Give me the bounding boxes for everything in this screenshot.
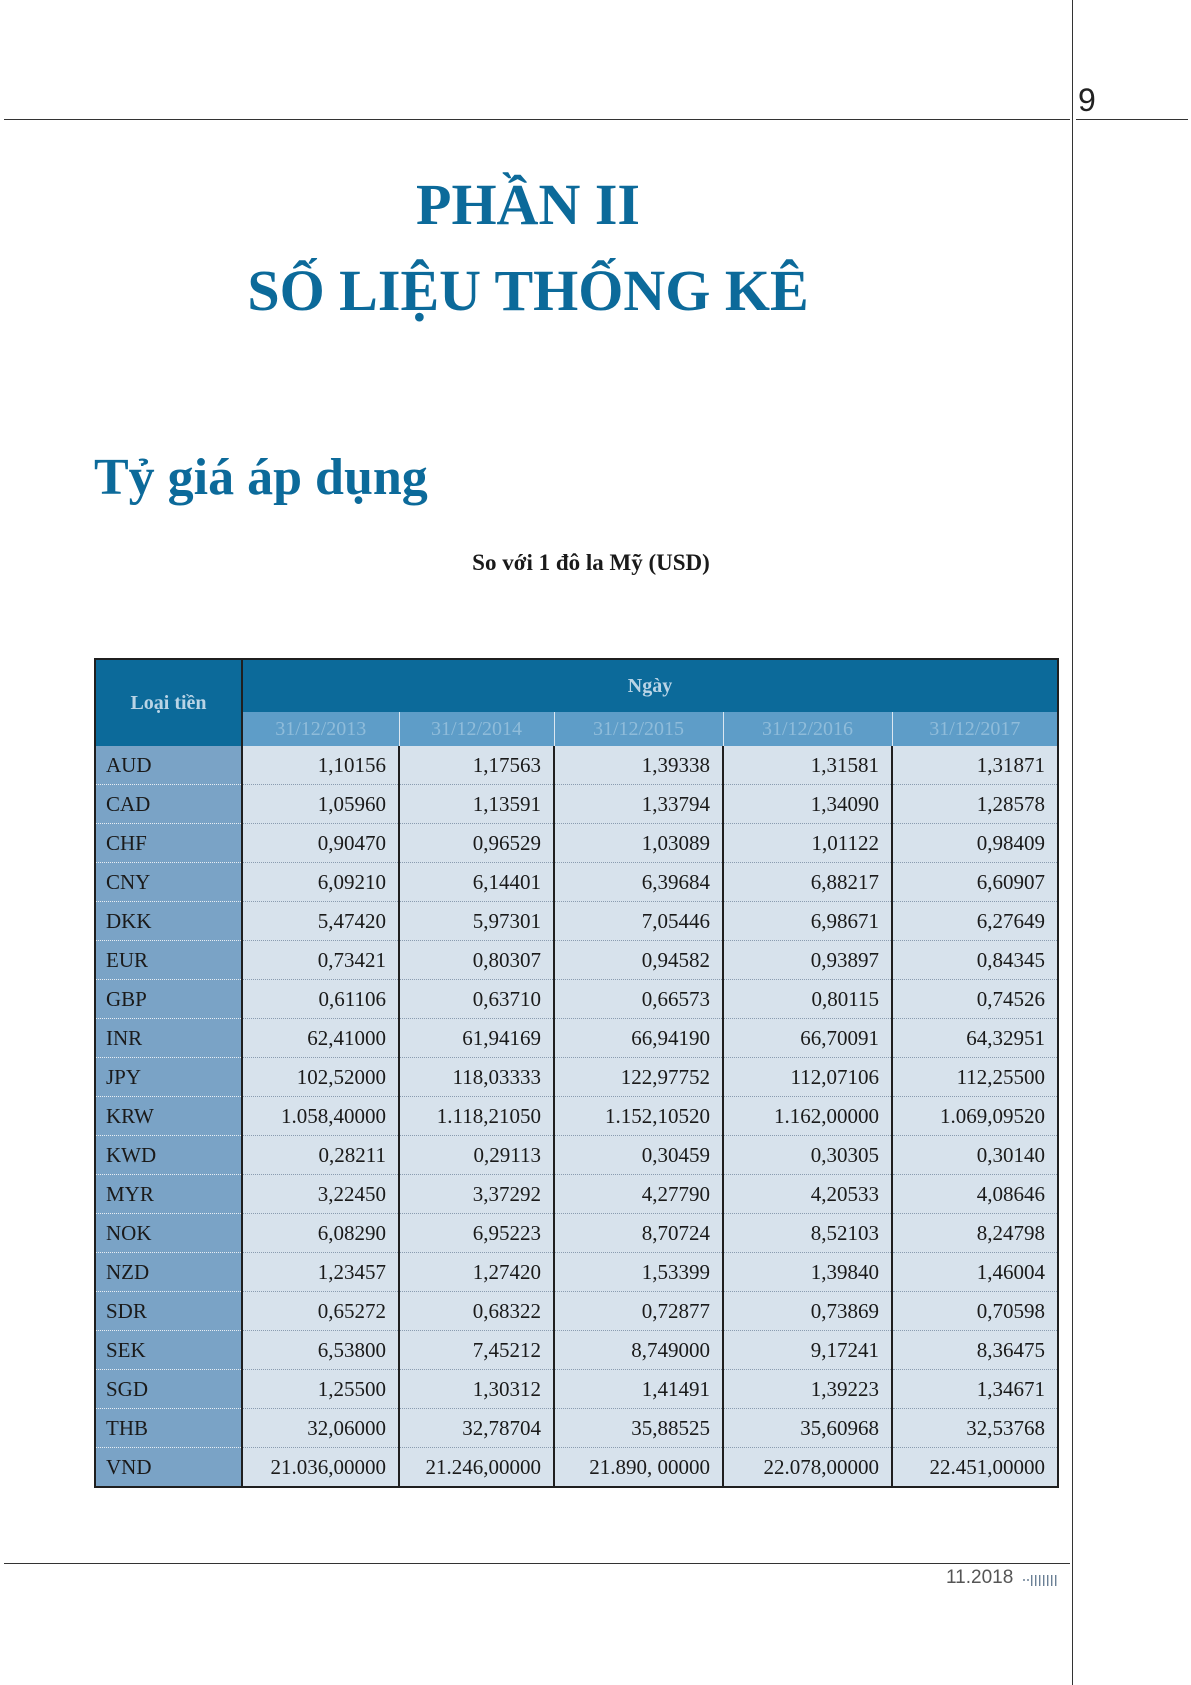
rate-value: 1,31871 — [892, 746, 1058, 785]
rate-value: 6,39684 — [554, 863, 723, 902]
table-row — [95, 1253, 1058, 1292]
footer-rule — [4, 1563, 1070, 1564]
rate-value: 21.036,00000 — [242, 1448, 399, 1488]
rate-value: 0,94582 — [554, 941, 723, 980]
currency-code: CNY — [95, 863, 242, 902]
rate-value: 1,41491 — [554, 1370, 723, 1409]
rate-value: 3,37292 — [399, 1175, 554, 1214]
rate-value: 8,52103 — [723, 1214, 892, 1253]
rate-value: 5,47420 — [242, 902, 399, 941]
rate-value: 1,28578 — [892, 785, 1058, 824]
rate-value: 4,27790 — [554, 1175, 723, 1214]
table-row — [95, 1214, 1058, 1253]
rate-value: 32,78704 — [399, 1409, 554, 1448]
rate-value: 66,70091 — [723, 1019, 892, 1058]
currency-code: GBP — [95, 980, 242, 1019]
header-row-group — [95, 659, 1058, 712]
section-title: Tỷ giá áp dụng — [94, 449, 428, 506]
rate-value: 21.246,00000 — [399, 1448, 554, 1488]
currency-code: CHF — [95, 824, 242, 863]
rate-value: 8,24798 — [892, 1214, 1058, 1253]
currency-code: SDR — [95, 1292, 242, 1331]
table-row — [95, 1058, 1058, 1097]
rate-value: 66,94190 — [554, 1019, 723, 1058]
currency-column-header: Loại tiền — [95, 659, 242, 746]
rate-value: 1.058,40000 — [242, 1097, 399, 1136]
header-rule — [4, 119, 1070, 120]
rate-value: 6,09210 — [242, 863, 399, 902]
currency-code: MYR — [95, 1175, 242, 1214]
rate-value: 22.078,00000 — [723, 1448, 892, 1488]
rate-value: 0,65272 — [242, 1292, 399, 1331]
rate-value: 1.118,21050 — [399, 1097, 554, 1136]
rate-value: 1.069,09520 — [892, 1097, 1058, 1136]
rate-value: 0,98409 — [892, 824, 1058, 863]
rate-value: 9,17241 — [723, 1331, 892, 1370]
rate-value: 1,27420 — [399, 1253, 554, 1292]
rate-value: 0,84345 — [892, 941, 1058, 980]
table-row — [95, 1292, 1058, 1331]
rate-value: 1.152,10520 — [554, 1097, 723, 1136]
rate-value: 1,34671 — [892, 1370, 1058, 1409]
rate-value: 8,749000 — [554, 1331, 723, 1370]
rate-value: 22.451,00000 — [892, 1448, 1058, 1488]
rate-value: 0,90470 — [242, 824, 399, 863]
table-row — [95, 824, 1058, 863]
rate-value: 64,32951 — [892, 1019, 1058, 1058]
table-row — [95, 1175, 1058, 1214]
rate-value: 102,52000 — [242, 1058, 399, 1097]
currency-code: THB — [95, 1409, 242, 1448]
table-row — [95, 1370, 1058, 1409]
rate-value: 1,05960 — [242, 785, 399, 824]
rate-value: 0,96529 — [399, 824, 554, 863]
part-subtitle: SỐ LIỆU THỐNG KÊ — [247, 258, 809, 323]
rate-value: 6,95223 — [399, 1214, 554, 1253]
date-column-header: 31/12/2016 — [723, 712, 892, 746]
table-row — [95, 1409, 1058, 1448]
rate-value: 3,22450 — [242, 1175, 399, 1214]
currency-code: KWD — [95, 1136, 242, 1175]
rate-value: 8,36475 — [892, 1331, 1058, 1370]
rate-value: 7,45212 — [399, 1331, 554, 1370]
rate-value: 32,06000 — [242, 1409, 399, 1448]
rate-value: 6,98671 — [723, 902, 892, 941]
rate-value: 32,53768 — [892, 1409, 1058, 1448]
rate-value: 1,30312 — [399, 1370, 554, 1409]
rate-value: 5,97301 — [399, 902, 554, 941]
rate-value: 6,27649 — [892, 902, 1058, 941]
rate-value: 21.890, 00000 — [554, 1448, 723, 1488]
rate-value: 112,25500 — [892, 1058, 1058, 1097]
date-column-header: 31/12/2013 — [242, 712, 399, 746]
rate-value: 0,29113 — [399, 1136, 554, 1175]
rate-value: 1,13591 — [399, 785, 554, 824]
table-row — [95, 1019, 1058, 1058]
rate-value: 7,05446 — [554, 902, 723, 941]
table-row — [95, 1097, 1058, 1136]
rate-value: 1,39338 — [554, 746, 723, 785]
date-group-header: Ngày — [242, 659, 1058, 712]
rate-value: 0,30305 — [723, 1136, 892, 1175]
rate-value: 1,31581 — [723, 746, 892, 785]
table-row — [95, 902, 1058, 941]
rate-value: 0,30459 — [554, 1136, 723, 1175]
rate-value: 0,28211 — [242, 1136, 399, 1175]
rate-value: 0,30140 — [892, 1136, 1058, 1175]
rate-value: 118,03333 — [399, 1058, 554, 1097]
rate-value: 0,80115 — [723, 980, 892, 1019]
rate-value: 4,08646 — [892, 1175, 1058, 1214]
rate-value: 62,41000 — [242, 1019, 399, 1058]
rate-value: 1,53399 — [554, 1253, 723, 1292]
rate-value: 35,88525 — [554, 1409, 723, 1448]
currency-code: SEK — [95, 1331, 242, 1370]
currency-code: VND — [95, 1448, 242, 1488]
rate-value: 0,61106 — [242, 980, 399, 1019]
rate-value: 1,01122 — [723, 824, 892, 863]
table-row — [95, 1448, 1058, 1488]
rate-value: 0,93897 — [723, 941, 892, 980]
rate-value: 1,17563 — [399, 746, 554, 785]
rate-value: 1,34090 — [723, 785, 892, 824]
rate-value: 1,46004 — [892, 1253, 1058, 1292]
date-column-header: 31/12/2017 — [892, 712, 1058, 746]
currency-code: AUD — [95, 746, 242, 785]
rate-value: 6,53800 — [242, 1331, 399, 1370]
currency-code: JPY — [95, 1058, 242, 1097]
currency-code: SGD — [95, 1370, 242, 1409]
rate-value: 35,60968 — [723, 1409, 892, 1448]
rate-value: 1,10156 — [242, 746, 399, 785]
rate-value: 6,14401 — [399, 863, 554, 902]
rate-value: 1,39223 — [723, 1370, 892, 1409]
rate-value: 0,73421 — [242, 941, 399, 980]
table-row — [95, 785, 1058, 824]
table-row — [95, 1136, 1058, 1175]
header-rule-right — [1076, 119, 1188, 120]
page-number: 9 — [1078, 82, 1096, 118]
rate-value: 0,70598 — [892, 1292, 1058, 1331]
rate-value: 6,88217 — [723, 863, 892, 902]
dotted-ornament-icon — [1022, 1572, 1058, 1588]
date-column-header: 31/12/2015 — [554, 712, 723, 746]
table-row — [95, 980, 1058, 1019]
table-body — [95, 746, 1058, 1487]
rate-value: 122,97752 — [554, 1058, 723, 1097]
rate-value: 1,33794 — [554, 785, 723, 824]
rate-value: 1,23457 — [242, 1253, 399, 1292]
rate-value: 0,66573 — [554, 980, 723, 1019]
rate-value: 1,25500 — [242, 1370, 399, 1409]
rate-value: 6,08290 — [242, 1214, 399, 1253]
rate-value: 4,20533 — [723, 1175, 892, 1214]
rate-value: 112,07106 — [723, 1058, 892, 1097]
table-row — [95, 941, 1058, 980]
rate-value: 0,63710 — [399, 980, 554, 1019]
table-row — [95, 746, 1058, 785]
rate-value: 1.162,00000 — [723, 1097, 892, 1136]
currency-code: EUR — [95, 941, 242, 980]
rate-value: 61,94169 — [399, 1019, 554, 1058]
rate-value: 6,60907 — [892, 863, 1058, 902]
rate-value: 1,39840 — [723, 1253, 892, 1292]
rate-value: 0,73869 — [723, 1292, 892, 1331]
table-row — [95, 863, 1058, 902]
currency-code: DKK — [95, 902, 242, 941]
currency-code: INR — [95, 1019, 242, 1058]
rate-value: 0,68322 — [399, 1292, 554, 1331]
currency-code: NOK — [95, 1214, 242, 1253]
table-row — [95, 1331, 1058, 1370]
footer-date: 11.2018 — [946, 1567, 1014, 1588]
currency-code: KRW — [95, 1097, 242, 1136]
vertical-margin-rule — [1072, 0, 1073, 1685]
exchange-rate-table — [94, 658, 1059, 1488]
currency-code: NZD — [95, 1253, 242, 1292]
date-column-header: 31/12/2014 — [399, 712, 554, 746]
rate-value: 0,72877 — [554, 1292, 723, 1331]
rate-value: 0,74526 — [892, 980, 1058, 1019]
part-title: PHẦN II — [416, 172, 640, 237]
rate-value: 8,70724 — [554, 1214, 723, 1253]
table-caption: So với 1 đô la Mỹ (USD) — [472, 550, 710, 575]
currency-code: CAD — [95, 785, 242, 824]
rate-value: 0,80307 — [399, 941, 554, 980]
rate-value: 1,03089 — [554, 824, 723, 863]
